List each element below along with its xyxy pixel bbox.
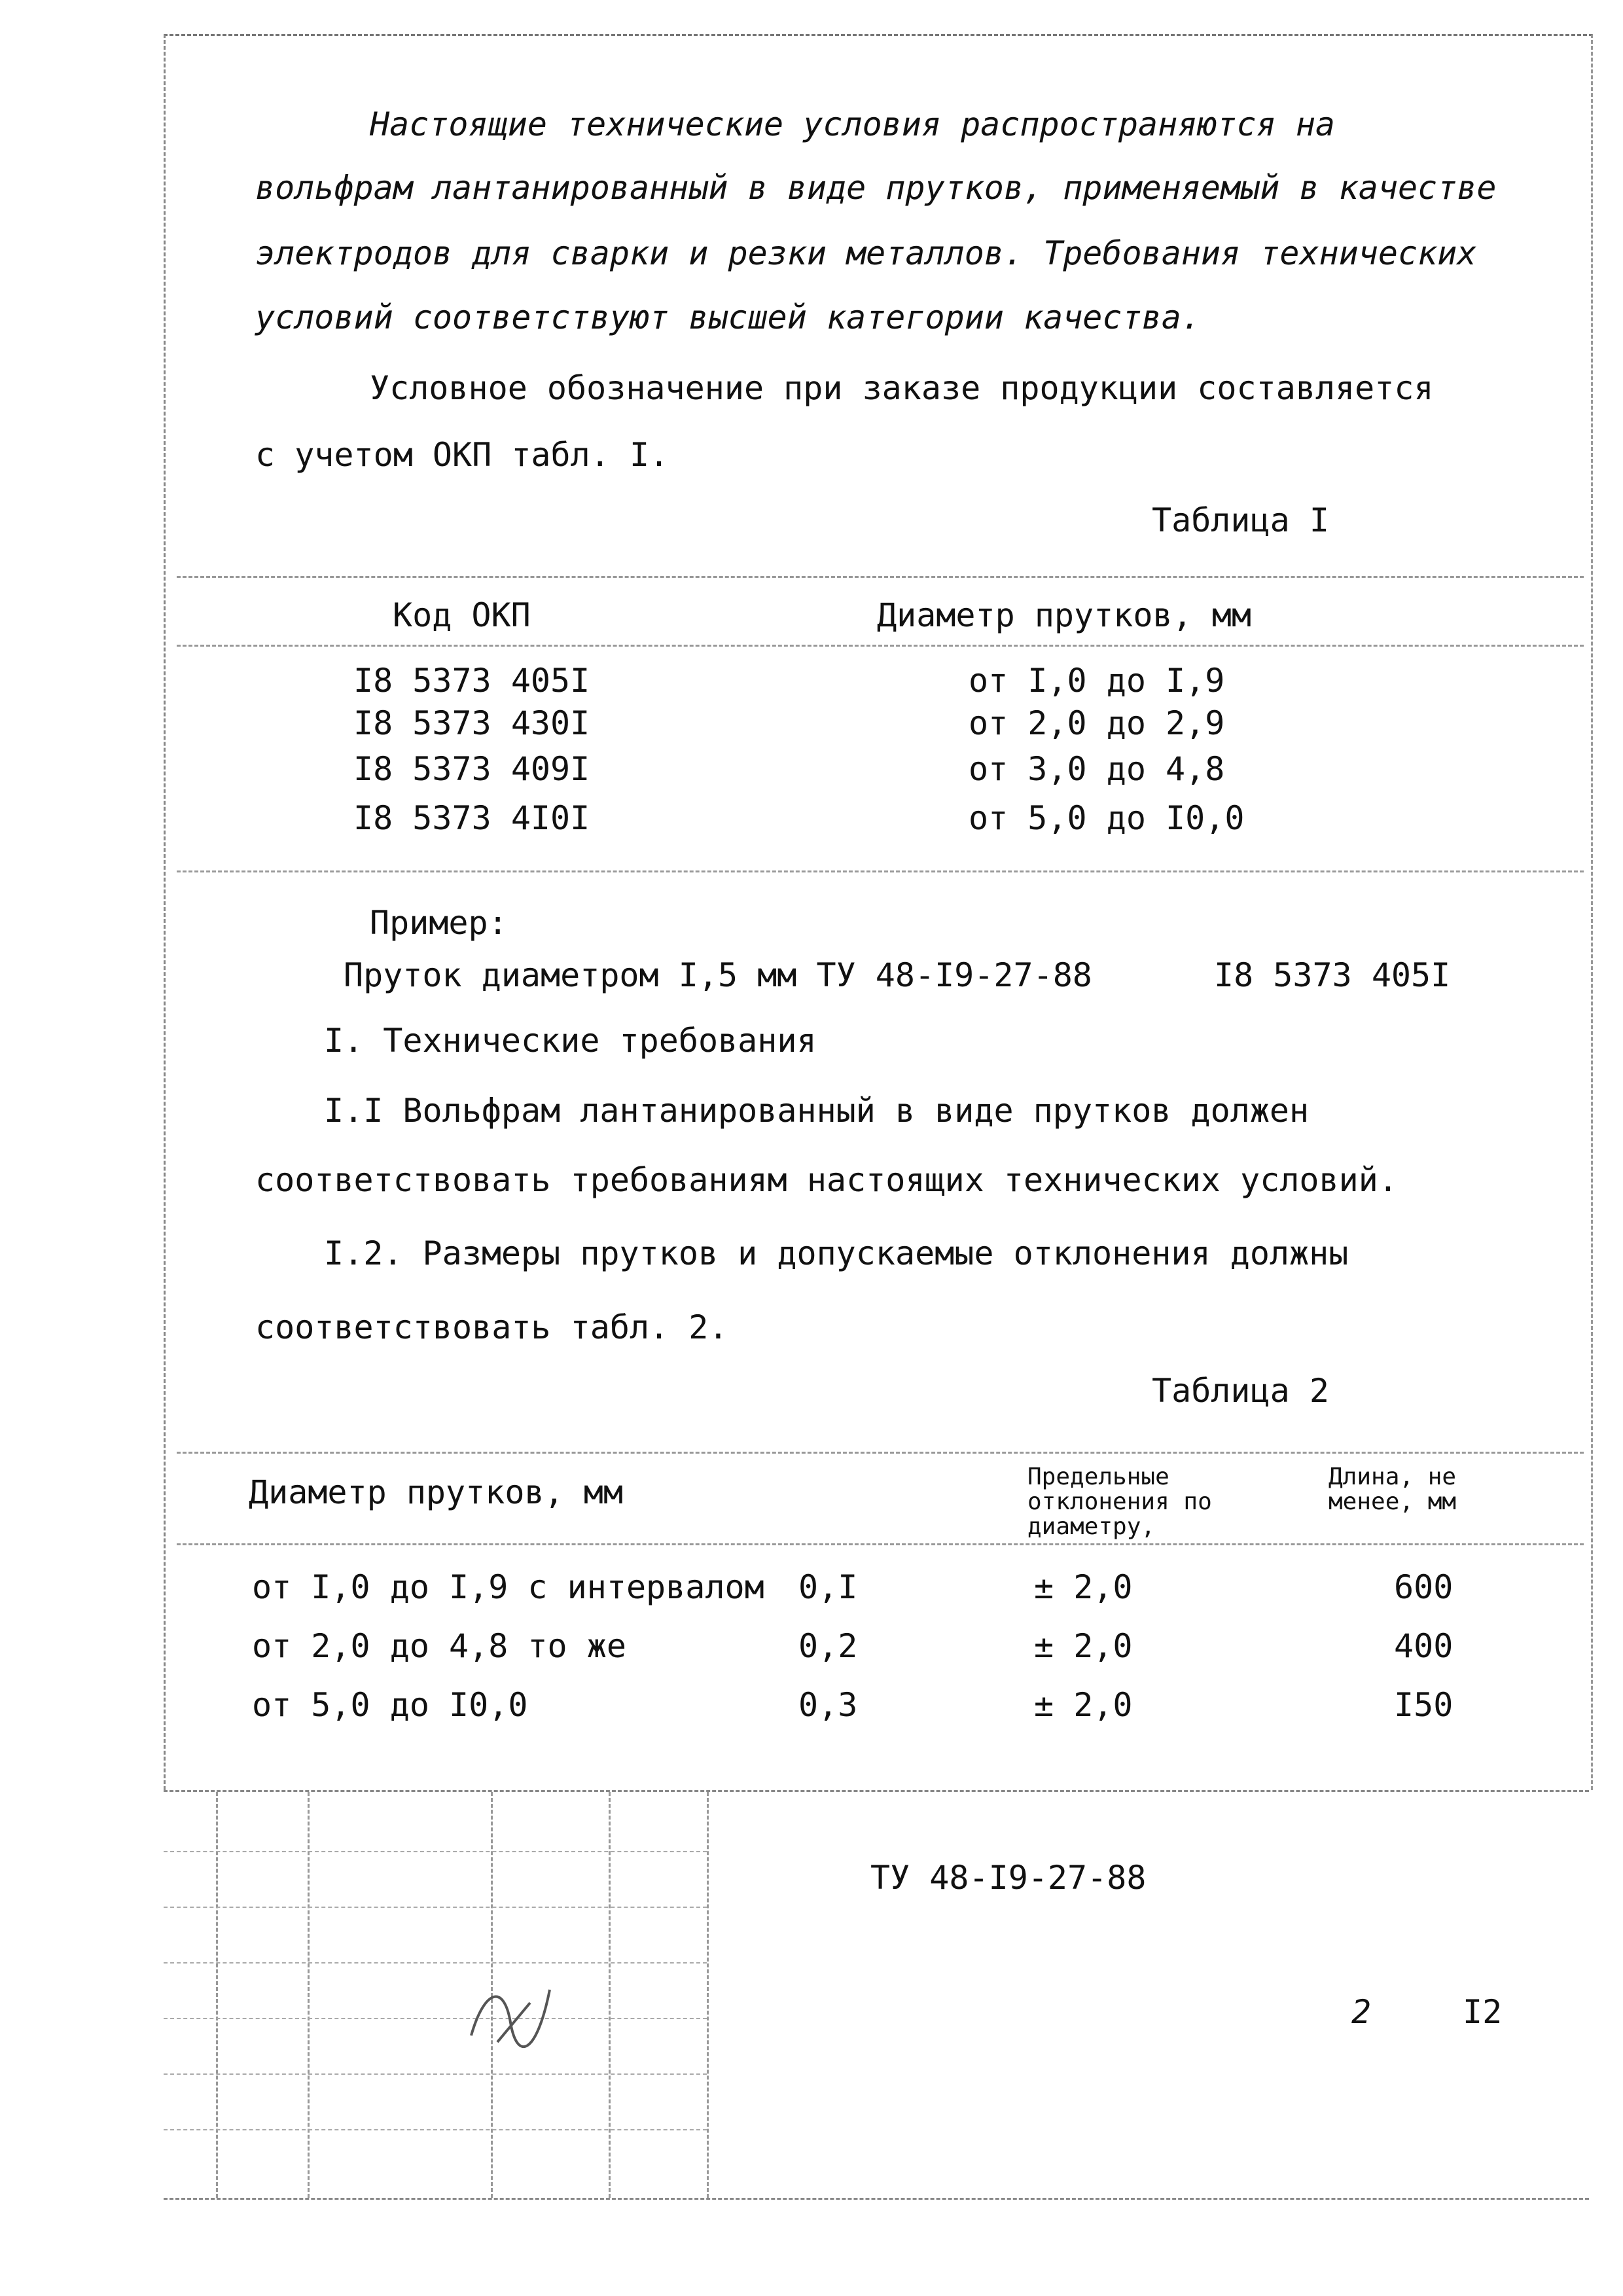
table2-row-2-interval: 0,2	[798, 1627, 858, 1665]
title-block-row-line	[164, 1907, 707, 1908]
table2-row-1-range: от I,0 до I,9 с интервалом	[252, 1568, 764, 1606]
title-block-divider	[216, 1792, 218, 2198]
intro-line-1: Настоящие технические условия распространяются на	[370, 105, 1336, 143]
section1-p11-line-1: I.I Вольфрам лантанированный в виде прутков должен	[324, 1092, 1310, 1130]
table1-row-1-code: I8 5373 405I	[353, 662, 590, 700]
title-block-row-line	[164, 1962, 707, 1964]
table2-row-3-interval: 0,3	[798, 1686, 858, 1724]
title-block-row-line	[164, 2073, 707, 2075]
table1-header-diameter: Диаметр прутков, мм	[877, 596, 1251, 634]
designation-line-2: с учетом ОКП табл. I.	[255, 436, 669, 474]
table1-caption: Таблица I	[1152, 501, 1329, 539]
intro-line-2: вольфрам лантанированный в виде прутков, применяемый в качестве	[255, 169, 1497, 207]
title-block-row-line	[164, 2018, 707, 2019]
sheet-number: 2	[1351, 1993, 1372, 2031]
table1-header-rule	[177, 645, 1584, 647]
section1-heading: I. Технические требования	[324, 1022, 817, 1060]
designation-line-1: Условное обозначение при заказе продукции составляется	[370, 369, 1434, 407]
example-code: I8 5373 405I	[1214, 956, 1451, 994]
table2-header-length: Длина, не менее, мм	[1329, 1463, 1457, 1515]
table1-bottom-rule	[177, 870, 1584, 872]
table2-row-2-tolerance: ± 2,0	[1034, 1627, 1133, 1665]
example-label: Пример:	[370, 904, 508, 942]
table1-row-1-range: от I,0 до I,9	[969, 662, 1225, 700]
title-block-divider	[609, 1792, 611, 2198]
table1-top-rule	[177, 576, 1584, 578]
table2-top-rule	[177, 1452, 1584, 1454]
table2-row-2-range: от 2,0 до 4,8 то же	[252, 1627, 626, 1665]
table2-row-3-length: I50	[1394, 1686, 1454, 1724]
title-block	[164, 1790, 1589, 2200]
section1-p12-line-2: соответствовать табл. 2.	[255, 1308, 728, 1346]
table2-row-3-range: от 5,0 до I0,0	[252, 1686, 528, 1724]
table2-row-1-interval: 0,I	[798, 1568, 858, 1606]
table1-row-2-code: I8 5373 430I	[353, 704, 590, 742]
table1-row-3-range: от 3,0 до 4,8	[969, 750, 1225, 788]
table2-row-1-length: 600	[1394, 1568, 1454, 1606]
intro-line-4: условий соответствуют высшей категории качества.	[255, 298, 1201, 336]
table2-row-1-tolerance: ± 2,0	[1034, 1568, 1133, 1606]
table2-header-rule	[177, 1543, 1584, 1545]
title-block-row-line	[164, 2129, 707, 2130]
table1-row-4-range: от 5,0 до I0,0	[969, 799, 1245, 837]
table1-header-code: Код ОКП	[393, 596, 531, 634]
section1-p11-line-2: соответствовать требованиям настоящих технических условий.	[255, 1161, 1398, 1199]
table2-header-diameter: Диаметр прутков, мм	[249, 1473, 623, 1511]
signature	[458, 1964, 569, 2062]
example-text: Пруток диаметром I,5 мм ТУ 48-I9-27-88	[344, 956, 1092, 994]
title-block-divider	[308, 1792, 310, 2198]
sheets-total: I2	[1463, 1993, 1503, 2031]
table1-row-2-range: от 2,0 до 2,9	[969, 704, 1225, 742]
section1-p12-line-1: I.2. Размеры прутков и допускаемые отклонения должны	[324, 1234, 1349, 1272]
table2-row-3-tolerance: ± 2,0	[1034, 1686, 1133, 1724]
table2-row-2-length: 400	[1394, 1627, 1454, 1665]
document-code: ТУ 48-I9-27-88	[870, 1859, 1147, 1897]
table2-caption: Таблица 2	[1152, 1372, 1329, 1410]
table1-row-3-code: I8 5373 409I	[353, 750, 590, 788]
intro-line-3: электродов для сварки и резки металлов. Требования технических	[255, 234, 1477, 272]
title-block-row-line	[164, 1851, 707, 1852]
table1-row-4-code: I8 5373 4I0I	[353, 799, 590, 837]
table2-header-tolerance: Предельные отклонения по диаметру,	[1027, 1463, 1212, 1540]
title-block-divider	[707, 1792, 709, 2198]
